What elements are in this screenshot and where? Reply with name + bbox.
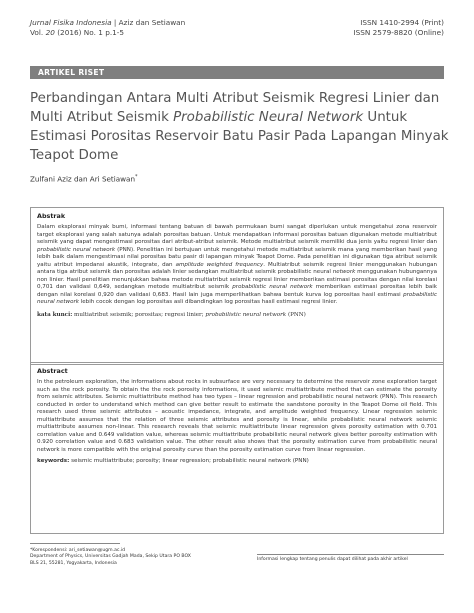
author-info-note: Informasi lengkap tentang penulis dapat dilihat pada akhir artikel: [257, 557, 408, 562]
issn-print: ISSN 1410-2994 (Print): [360, 18, 444, 27]
abstrak-heading: Abstrak: [37, 212, 66, 220]
correspondence-footnote: *Korespondensi: ari_setiawan@ugm.ac.id Department of Physics, Universitas Gadjah Mada, Sekip Utara PO BOX BLS 21, 55281, Yogyakarta, Indonesia: [30, 548, 191, 566]
kata-kunci: kata kunci: multiatribut seismik; porositas; regresi linier; probabilistic neural network (PNN): [37, 312, 306, 319]
volume-number: 20: [45, 27, 55, 37]
footnote-right-rule: [257, 554, 444, 555]
keywords: keywords: seismic multiattribute; porosity; linear regression; probabilistic neural network (PNN): [37, 458, 309, 465]
journal-name: Jurnal Fisika Indonesia: [30, 18, 112, 27]
article-title: Perbandingan Antara Multi Atribut Seismik Regresi Linier dan Multi Atribut Seismik Probabilistic Neural Network Untuk Estimasi Porositas Reservoir Batu Pasir Pada Lapangan Minyak Teapot Dome: [30, 91, 449, 163]
journal-header: Jurnal Fisika Indonesia | Aziz dan Setiawan Vol. 20 (2016) No. 1 p.1-5: [30, 18, 186, 37]
issn-online: ISSN 2579-8820 (Online): [353, 27, 444, 37]
author-line: Zulfani Aziz dan Ari Setiawan*: [30, 174, 138, 184]
abstrak-box: [30, 207, 444, 365]
abstract-box: [30, 362, 444, 534]
abstract-heading: Abstract: [37, 367, 68, 375]
abstrak-text: Dalam eksplorasi minyak bumi, informasi tentang batuan di bawah permukaan bumi sangat diperlukan untuk mengetahui zona reservoir target eksplorasi yang salah satunya adalah porositas batuan. Untuk mendapatkan informasi porositas batuan digunakan metode multiatribut seismik yang dapat mengestimasi porositas dari atribut-atribut seismik. Metode multiatribut seismik memiliki dua jenis yaitu regresi linier dan probabilistic neural network (PNN). Penelitian ini bertujuan untuk mengetahui metode multiatribut seismik mana yang memberikan hasil yang lebih baik dalam mengestimasi nilai porositas batu pasir di lapangan minyak Teapot Dome. Pada penelitian ini digunakan tiga atribut seismik yaitu atribut impedansi akustik, integrate, dan amplitude weighted frequency. Multiatribut seismik regresi linier menggunakan hubungan antara tiga atribut seismik dan porositas adalah linier sedangkan multiatribut seismik probabilistic neural network menggunakan hubungannya non linier. Hasil penelitian menunjukkan bahwa metode multiatribut seismik regresi linier memberikan estimasi porositas dengan nilai korelasi 0,701 dan validasi 0,649, sedangkan metode multiatribut seismik probabilistic neural network memberikan estimasi porositas lebih baik dengan nilai korelasi 0,920 dan validasi 0,683. Hasil lain juga memperlihatkan bahwa bentuk kurva log porositas hasil estimasi probabilistic neural network lebih cocok dengan log porositas asli dibandingkan log porositas hasil estimasi regresi linier.: [37, 224, 438, 306]
section-label-band: ARTIKEL RISET: [30, 66, 444, 79]
footnote-rule: [30, 543, 120, 544]
header-authors: | Aziz dan Setiawan: [113, 18, 186, 27]
issn-header: [353, 18, 444, 37]
abstract-text: In the petroleum exploration, the informations about rocks in subsurface are very necessary to determine the reservoir zone exploration target such as the rock porosity. To obtain the the rock porosity informations, it used seismic multiattribute method that can estimate the porosity from seismic attributes. Seismic multiattribute method has two types – linear regression and probabilistic neural network (PNN). This research conducted in order to understand which method can give better result to estimate the sandstone porosity in the Teapot Dome oil field. This research used three seismic attributes – acoustic impedance, integrate, and amplitude weighted frequency. Linear regression seismic multiattribute assumes that the relation of three seismic attributes and porosity is linear, while probabilistic neural network seismic multiattribute assumes non-linear. This research reveals that seismic multiattribute linear regression gives porosity estimation with 0.701 correlation value and 0.649 validation value, whereas seismic multiattribute probabilistic neural network gives better porosity estimation with 0.920 correlation value and 0.683 validation value. The other result also shows that the porosity estimation curve from probabilistic neural network is more compatible with the original porosity curve than the porosity estimation curve from linear regression.: [37, 379, 437, 453]
